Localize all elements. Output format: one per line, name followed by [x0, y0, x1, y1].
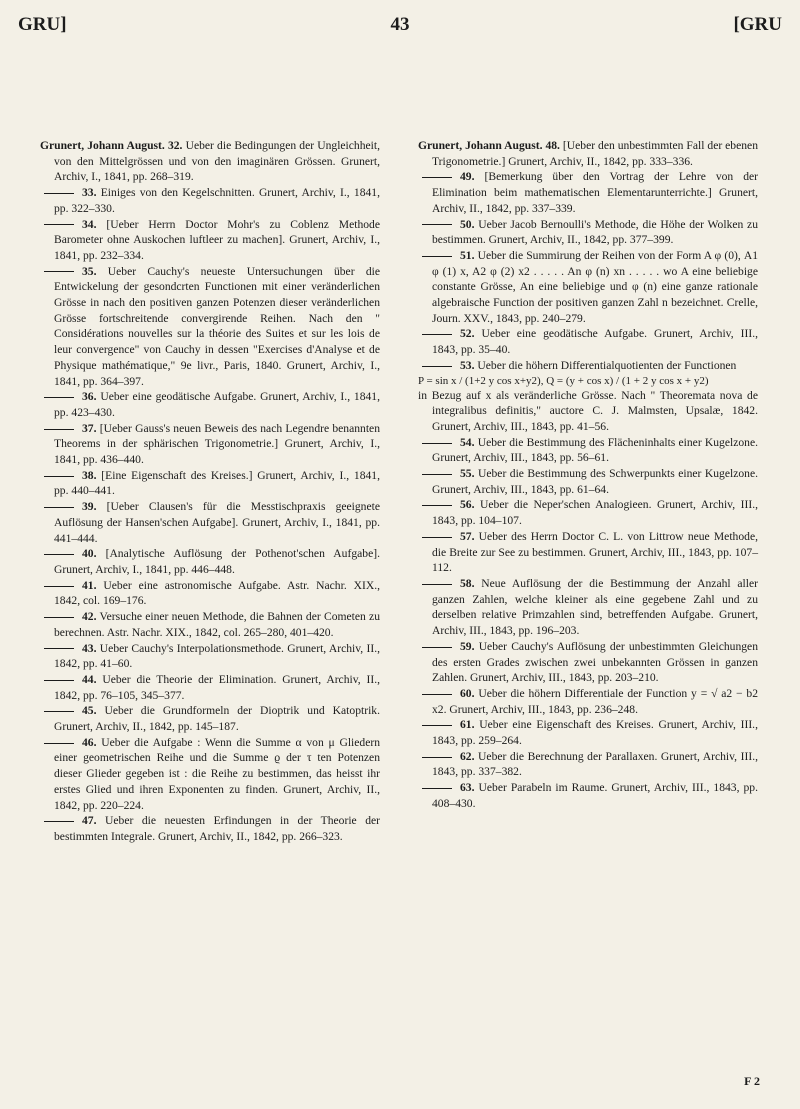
ditto-dash — [44, 397, 74, 398]
bibliography-entry — [40, 735, 380, 814]
entry-text: Ueber Cauchy's neueste Untersuchungen über die Entwickelung der gesondcrten Functionen mit einer veränderlichen Grösse in nach den positiven ganzen Potenzen dieser veränderlichen Grösse fortschreitende convergirende Reihen. Nach den " Considérations nouvelles sur la théorie des Suites et sur les lois de leur convergence" von Cauchy in dessen "Exercises d'Analyse et de Physique mathématique," 9e livr., Paris, 1840. Grunert, Archiv, I., 1841, pp. 364–397. — [54, 264, 380, 388]
formula-line — [418, 374, 758, 388]
entry-text: Ueber die Neper'schen Analogieen. Grunert, Archiv, III., 1843, pp. 104–107. — [432, 498, 758, 528]
entry-text: Ueber die höhern Differentiale der Function y = √ a2 − b2 x2. Grunert, Archiv, III., 1843, pp. 236–248. — [432, 686, 759, 716]
entry-text: Ueber Parabeln im Raume. Grunert, Archiv, III., 1843, pp. 408–430. — [432, 781, 758, 810]
ditto-dash — [44, 554, 74, 555]
entry-number: 40. — [82, 547, 97, 561]
bibliography-entry — [418, 497, 758, 528]
entry-text: Ueber Cauchy's Interpolationsmethode. Grunert, Archiv, II., 1842, pp. 41–60. — [54, 641, 380, 671]
entry-text: [Ueber Gauss's neuen Beweis des nach Legendre benannten Theorems in der sphärischen Trigonometrie.] Grunert, Archiv, I., 1841, pp. 436–440. — [54, 421, 380, 467]
entry-text: Ueber die höhern Differentialquotienten der Functionen — [477, 358, 737, 372]
bibliography-entry — [418, 138, 758, 169]
entry-text: Ueber die neuesten Erfindungen in der Theorie der bestimmten Integrale. Grunert, Archiv, II., 1842, pp. 266–323. — [54, 814, 380, 843]
entry-number: 42. — [82, 610, 97, 624]
entry-number: 52. — [460, 327, 475, 341]
entry-author: Grunert, Johann August. — [40, 139, 165, 152]
signature-mark: F 2 — [744, 1074, 760, 1088]
entry-number: 49. — [460, 170, 475, 184]
bibliography-entry — [40, 499, 380, 546]
entry-number: 55. — [460, 467, 475, 481]
ditto-dash — [44, 193, 74, 194]
entry-text: Ueber eine geodätische Aufgabe. Grunert, Archiv, I., 1841, pp. 423–430. — [54, 390, 380, 419]
ditto-dash — [422, 505, 452, 506]
ditto-dash — [44, 271, 74, 272]
entry-number: 56. — [460, 498, 475, 512]
header-left-keyword: GRU] — [18, 14, 67, 35]
ditto-dash — [422, 177, 452, 178]
entry-text: Ueber die Summirung der Reihen von der Form A φ (0), A1 φ (1) x, A2 φ (2) x2 . . . . . An φ (n) xn . . . . . wo A eine beliebige constante Grösse, An eine beliebige und φ (n) eine ganze rationale algebraische Function der positiven ganzen Zahl n bezeichnet. Crelle, Journ. XXV., 1843, pp. 240–279. — [432, 248, 758, 325]
bibliography-entry — [418, 780, 758, 811]
entry-text: Ueber die Grundformeln der Dioptrik und Katoptrik. Grunert, Archiv, II., 1842, pp. 145–187. — [54, 704, 380, 734]
entry-number: 63. — [460, 781, 475, 795]
bibliography-entry — [40, 546, 380, 577]
bibliography-entry — [418, 326, 758, 357]
entry-number: 38. — [82, 468, 97, 482]
ditto-dash — [422, 537, 452, 538]
entry-number: 53. — [460, 358, 475, 372]
ditto-dash — [422, 256, 452, 257]
ditto-dash — [44, 476, 74, 477]
ditto-dash — [44, 711, 74, 712]
ditto-dash — [44, 821, 74, 822]
entry-text: Ueber des Herrn Doctor C. L. von Littrow neue Methode, die Breite zur See zu bestimmen. Grunert, Archiv, III., 1843, pp. 107–112. — [432, 529, 758, 575]
entry-number: 44. — [82, 672, 97, 686]
bibliography-entry — [418, 576, 758, 639]
ditto-dash — [44, 586, 74, 587]
entry-text: Ueber die Berechnung der Parallaxen. Grunert, Archiv, III., 1843, pp. 337–382. — [432, 749, 758, 779]
entry-number: 35. — [82, 264, 97, 278]
entry-number: 41. — [82, 578, 97, 592]
entry-text: Ueber Cauchy's Auflösung der unbestimmten Gleichungen des ersten Grades zwischen zwei unbekannten Grössen in ganzen Zahlen. Grunert, Archiv, III., 1843, pp. 203–210. — [432, 639, 758, 685]
entry-number: 57. — [460, 529, 475, 543]
ditto-dash — [44, 617, 74, 618]
entry-text: Ueber die Theorie der Elimination. Grunert, Archiv, II., 1842, pp. 76–105, 345–377. — [54, 672, 380, 702]
entry-text: [Bemerkung über den Vortrag der Lehre von der Elimination beim mathematischen Elementarunterrichte.] Grunert, Archiv, II., 1842, pp. 337–339. — [432, 170, 758, 215]
ditto-dash — [422, 725, 452, 726]
ditto-dash — [422, 224, 452, 225]
bibliography-entry — [418, 749, 758, 780]
bibliography-entry — [418, 529, 758, 576]
bibliography-entry — [40, 672, 380, 703]
page-header — [18, 14, 782, 42]
entry-number: 58. — [460, 576, 475, 590]
bibliography-entry — [418, 435, 758, 466]
entry-number: 37. — [82, 421, 97, 435]
bibliography-entry — [40, 421, 380, 468]
entry-text: [Analytische Auflösung der Pothenot'schen Aufgabe]. Grunert, Archiv, I., 1841, pp. 446–448. — [54, 547, 380, 576]
entry-number: 50. — [460, 217, 475, 231]
entry-number: 54. — [460, 435, 475, 449]
page-number: 43 — [390, 14, 410, 35]
entry-text: Ueber die Bestimmung des Schwerpunkts einer Kugelzone. Grunert, Archiv, III., 1843, pp. 61–64. — [432, 467, 758, 496]
bibliography-entry — [40, 641, 380, 672]
ditto-dash — [422, 788, 452, 789]
bibliography-entry — [418, 169, 758, 216]
entry-text: Ueber die Bedingungen der Ungleichheit, von den Mittelgrössen und von den imaginären Grössen. Grunert, Archiv, I., 1841, pp. 268–319. — [54, 139, 381, 184]
ditto-dash — [44, 507, 74, 508]
bibliography-entry — [40, 468, 380, 499]
formula: P = sin x / (1+2 y cos x+y2), Q = (y + cos x) / (1 + 2 y cos x + y2) — [418, 374, 709, 387]
ditto-dash — [422, 757, 452, 758]
entry-text: Neue Auflösung der die Bestimmung der Anzahl aller ganzen Zahlen, welche kleiner als eine gegebene Zahl und zu derselben relative Primzahlen sind, betreffenden Aufgabe. Grunert, Archiv, III., 1843, pp. 196–203. — [432, 576, 758, 638]
bibliography-entry — [418, 686, 758, 717]
entry-number: 48. — [545, 139, 560, 152]
bibliography-entry — [40, 217, 380, 264]
entry-number: 62. — [460, 749, 475, 763]
ditto-dash — [422, 647, 452, 648]
ditto-dash — [422, 443, 452, 444]
entry-text: [Ueber Clausen's für die Messtischpraxis geeignete Auflösung der Hansen'schen Aufgabe]. Grunert, Archiv, I., 1841, pp. 441–444. — [54, 500, 380, 545]
entry-number: 39. — [82, 500, 97, 514]
bibliography-entry — [40, 185, 380, 216]
bibliography-entry — [418, 388, 758, 435]
bibliography-entry — [418, 217, 758, 248]
ditto-dash — [422, 474, 452, 475]
entry-text: Ueber Jacob Bernoulli's Methode, die Höhe der Wolken zu bestimmen. Grunert, Archiv, II., 1842, pp. 377–399. — [432, 217, 758, 247]
bibliography-entry — [418, 466, 758, 497]
bibliography-entry — [40, 578, 380, 609]
entry-text: Versuche einer neuen Methode, die Bahnen der Cometen zu berechnen. Astr. Nachr. XIX., 1842, col. 265–280, 401–420. — [54, 610, 380, 639]
ditto-dash — [44, 680, 74, 681]
bibliography-entry — [40, 264, 380, 390]
entry-text: Einiges von den Kegelschnitten. Grunert, Archiv, I., 1841, pp. 322–330. — [54, 186, 380, 215]
entry-number: 51. — [460, 248, 475, 262]
bibliography-entry — [40, 813, 380, 844]
ditto-dash — [422, 584, 452, 585]
left-column — [40, 138, 380, 845]
entry-text: in Bezug auf x als veränderliche Grösse. Nach " Theoremata nova de integralibus definitis," auctore C. J. Malmsten, Upsalæ, 1842. Grunert, Archiv, III., 1843, pp. 41–56. — [418, 388, 758, 433]
entry-number: 32. — [167, 139, 183, 152]
entry-text: Ueber die Bestimmung des Flächeninhalts einer Kugelzone. Grunert, Archiv, III., 1843, pp. 56–61. — [432, 435, 758, 465]
entry-number: 43. — [82, 641, 97, 655]
header-right-keyword: [GRU — [733, 14, 782, 35]
entry-text: Ueber die Aufgabe : Wenn die Summe α von μ Gliedern einer geometrischen Reihe und die Summe ϱ der τ ten Potenzen dieser Glieder gegeben ist : die Reihe zu bestimmen, das heisst ihr erstes Glied und ihren Exponenten zu finden. Grunert, Archiv, II., 1842, pp. 220–224. — [54, 735, 381, 812]
entry-author: Grunert, Johann August. — [418, 139, 543, 152]
entry-number: 34. — [82, 217, 97, 231]
entry-number: 45. — [82, 704, 97, 718]
entry-number: 46. — [82, 735, 97, 749]
entry-number: 59. — [460, 639, 475, 653]
ditto-dash — [44, 648, 74, 649]
ditto-dash — [44, 224, 74, 225]
entry-number: 36. — [82, 390, 97, 404]
right-column — [418, 138, 758, 812]
bibliography-entry — [418, 717, 758, 748]
bibliography-entry — [40, 138, 380, 185]
ditto-dash — [44, 743, 74, 744]
bibliography-entry — [40, 609, 380, 640]
entry-number: 47. — [82, 814, 97, 828]
ditto-dash — [422, 366, 452, 367]
entry-number: 60. — [460, 686, 475, 700]
ditto-dash — [44, 429, 74, 430]
bibliography-entry — [418, 639, 758, 686]
ditto-dash — [422, 334, 452, 335]
entry-text: Ueber eine Eigenschaft des Kreises. Grunert, Archiv, III., 1843, pp. 259–264. — [432, 718, 758, 748]
bibliography-entry — [40, 389, 380, 420]
entry-text: Ueber eine astronomische Aufgabe. Astr. Nachr. XIX., 1842, col. 169–176. — [54, 578, 380, 608]
bibliography-entry — [40, 703, 380, 734]
bibliography-entry — [418, 248, 758, 327]
ditto-dash — [422, 694, 452, 695]
entry-text: [Eine Eigenschaft des Kreises.] Grunert, Archiv, I., 1841, pp. 440–441. — [54, 468, 380, 498]
bibliography-entry — [418, 358, 758, 374]
entry-text: [Ueber Herrn Doctor Mohr's zu Coblenz Methode Barometer ohne Auskochen luftleer zu machen]. Grunert, Archiv, I., 1841, pp. 232–334. — [54, 217, 380, 262]
entry-number: 61. — [460, 718, 475, 732]
entry-text: Ueber eine geodätische Aufgabe. Grunert, Archiv, III., 1843, pp. 35–40. — [432, 327, 758, 357]
entry-number: 33. — [82, 186, 97, 200]
entry-text: [Ueber den unbestimmten Fall der ebenen Trigonometrie.] Grunert, Archiv, II., 1842, pp. 333–336. — [432, 139, 758, 168]
